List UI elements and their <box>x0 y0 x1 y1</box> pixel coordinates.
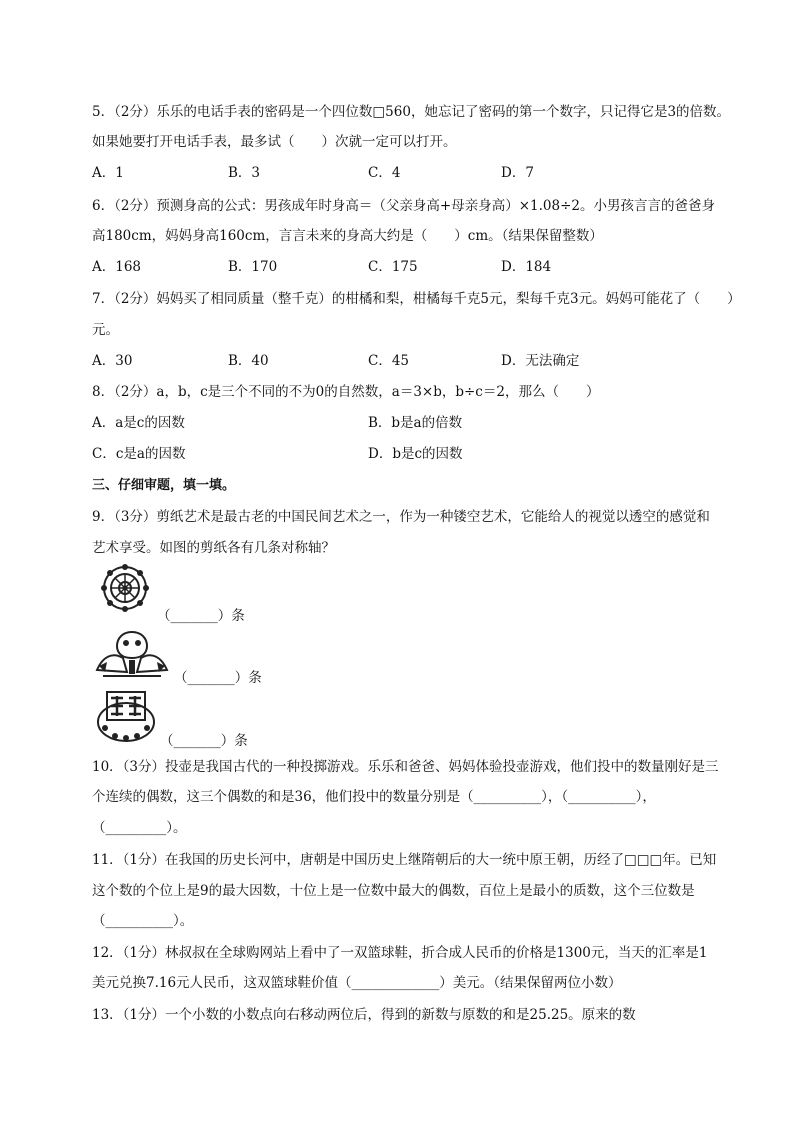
q8-option-d[interactable]: D．b是c的因数 <box>368 446 463 462</box>
q12-line2: 美元兑换7.16元人民币，这双篮球鞋价值（_____________）美元。（结果保留两位小数） <box>92 975 622 991</box>
q8-option-a[interactable]: A．a是c的因数 <box>92 415 185 431</box>
section-heading: 三、仔细审题，填一填。 <box>92 478 236 493</box>
paper-cut-double-happiness-icon <box>93 688 159 744</box>
q6-option-d[interactable]: D．184 <box>501 259 552 275</box>
q5-option-c[interactable]: C．4 <box>368 165 401 181</box>
q13-line1: 13．（1分）一个小数的小数点向右移动两位后，得到的新数与原数的和是25.25。原来的数 <box>92 1007 636 1023</box>
q5-option-a[interactable]: A．1 <box>92 165 124 181</box>
q11-line3: （__________）。 <box>92 913 194 929</box>
q7-option-b[interactable]: B．40 <box>228 353 269 369</box>
q10-line1: 10．（3分）投壶是我国古代的一种投掷游戏。乐乐和爸爸、妈妈体验投壶游戏，他们投中的数量刚好是三 <box>92 759 719 775</box>
q8-option-c[interactable]: C．c是a的因数 <box>92 446 186 462</box>
q11-line1: 11．（1分）在我国的历史长河中，唐朝是中国历史上继隋朝后的大一统中原王朝，历经了□□□年。已知 <box>92 852 717 868</box>
q7-line1: 7．（2分）妈妈买了相同质量（整千克）的柑橘和梨，柑橘每千克5元，梨每千克3元。妈妈可能花了（ ） <box>92 291 741 307</box>
paper-cut-flower-icon <box>93 563 157 613</box>
q9-line2: 艺术享受。如图的剪纸各有几条对称轴？ <box>92 540 335 556</box>
q11-line2: 这个数的个位上是9的最大因数，十位上是一位数中最大的偶数，百位上是最小的质数，这个三位数是 <box>92 883 695 899</box>
q7-option-d[interactable]: D．无法确定 <box>501 353 580 369</box>
q5-option-b[interactable]: B．3 <box>228 165 261 181</box>
q12-line1: 12．（1分）林叔叔在全球购网站上看中了一双篮球鞋，折合成人民币的价格是1300元，当天的汇率是1 <box>92 945 708 961</box>
q7-line2: 元。 <box>92 322 119 338</box>
q7-option-c[interactable]: C．45 <box>368 353 410 369</box>
q10-line3: （_________）。 <box>92 820 187 836</box>
q7-option-a[interactable]: A．30 <box>92 353 133 369</box>
q6-option-b[interactable]: B．170 <box>228 259 278 275</box>
q8-line1: 8．（2分）a，b，c是三个不同的不为0的自然数，a＝3×b，b÷c＝2，那么（ ） <box>92 384 600 400</box>
q9-line1: 9．（3分）剪纸艺术是最古老的中国民间艺术之一，作为一种镂空艺术，它能给人的视觉以透空的感觉和 <box>92 509 710 525</box>
q10-line2: 个连续的偶数，这三个偶数的和是36，他们投中的数量分别是（__________），（__________）， <box>92 789 656 805</box>
q5-option-d[interactable]: D．7 <box>501 165 534 181</box>
q5-line1: 5．（2分）乐乐的电话手表的密码是一个四位数□560，她忘记了密码的第一个数字，只记得它是3的倍数。 <box>92 104 731 120</box>
q5-line2: 如果她要打开电话手表，最多试（ ）次就一定可以打开。 <box>92 134 457 150</box>
q6-line1: 6．（2分）预测身高的公式：男孩成年时身高＝（父亲身高+母亲身高）×1.08÷2。小男孩言言的爸爸身 <box>92 198 716 214</box>
q9-blank-3[interactable]: （_______）条 <box>160 733 248 749</box>
q9-blank-2[interactable]: （_______）条 <box>174 670 262 686</box>
paper-cut-birds-icon <box>93 626 171 682</box>
q6-option-a[interactable]: A．168 <box>92 259 142 275</box>
q8-option-b[interactable]: B．b是a的倍数 <box>368 415 463 431</box>
q9-blank-1[interactable]: （_______）条 <box>157 608 245 624</box>
q6-line2: 高180cm，妈妈身高160cm，言言未来的身高大约是（ ）cm。（结果保留整数） <box>92 228 603 244</box>
q6-option-c[interactable]: C．175 <box>368 259 418 275</box>
